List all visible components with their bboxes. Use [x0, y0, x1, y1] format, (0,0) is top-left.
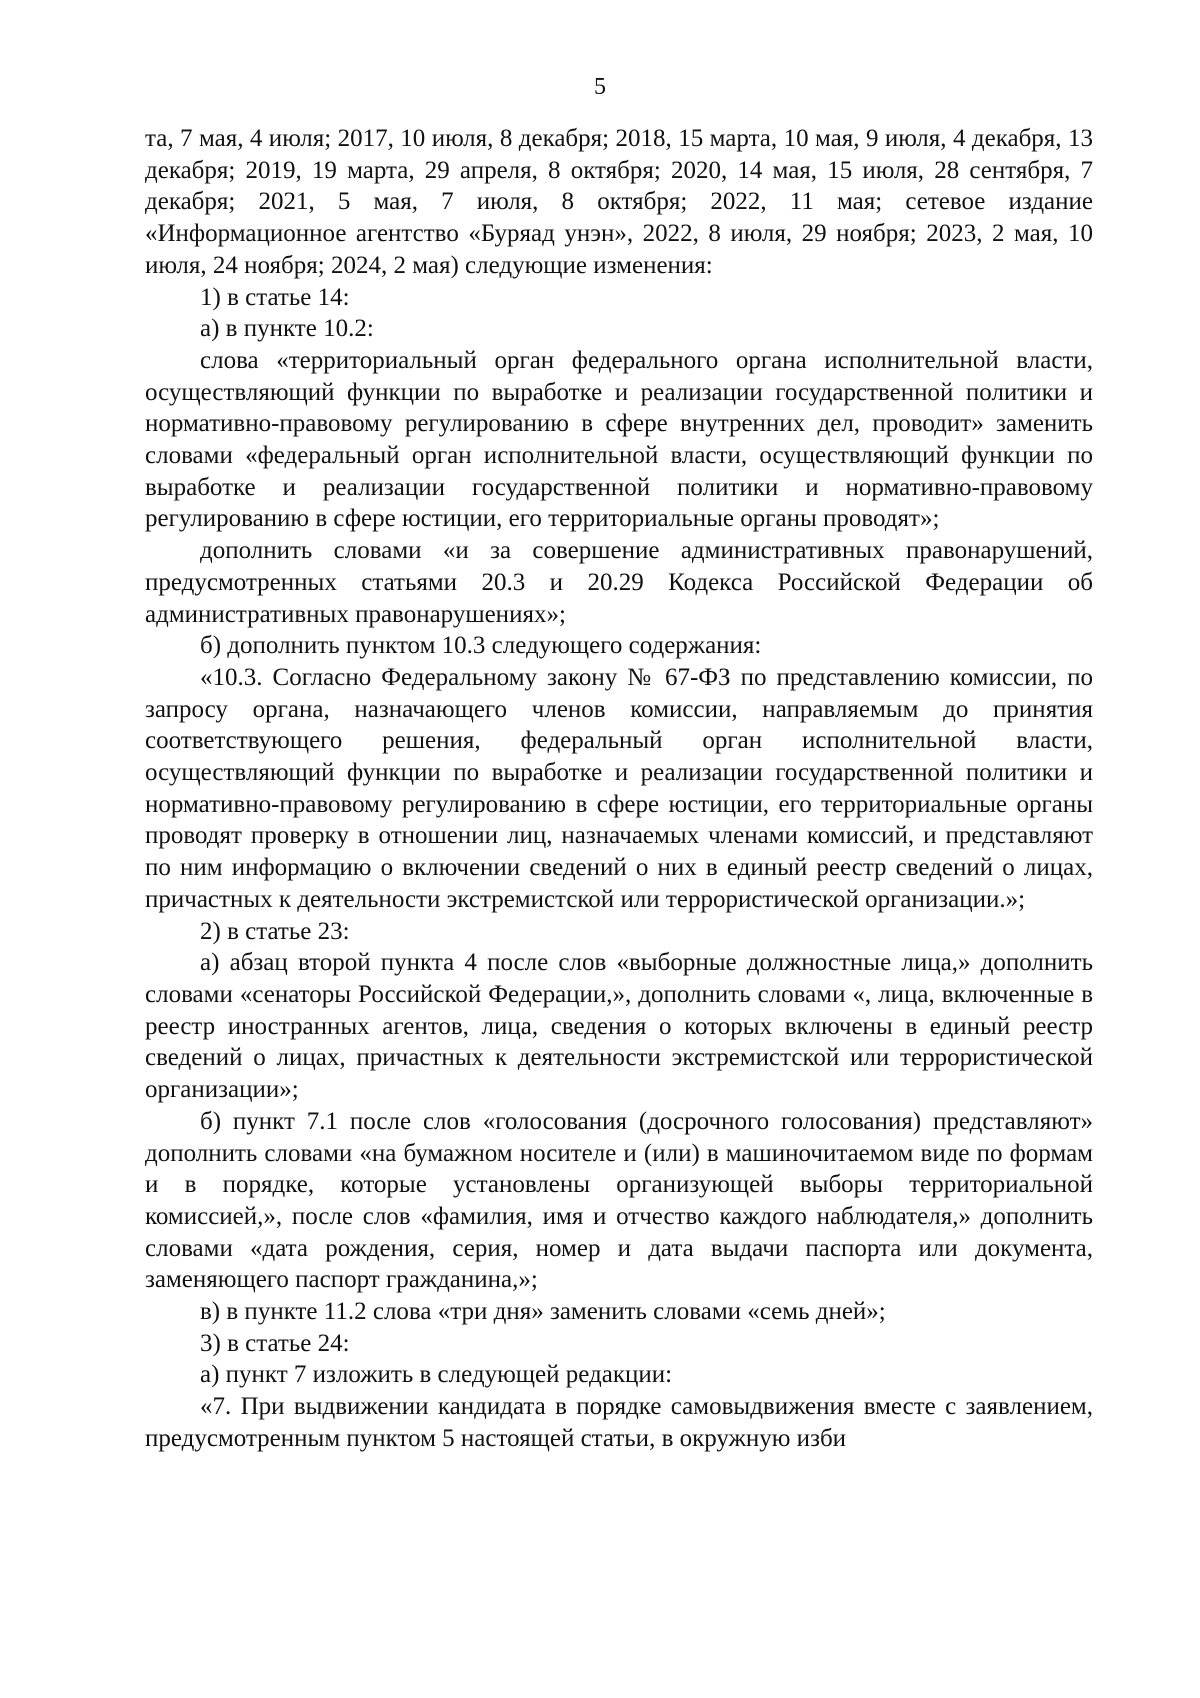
paragraph-subitem-a-24: а) пункт 7 изложить в следующей редакции:: [200, 1361, 673, 1389]
paragraph-quote-7: «7. При выдвижении кандидата в порядке самовыдвижения вместе с заявлением, предусмотренным пунктом 5 настоящей статьи, в окружную изби: [145, 1393, 1093, 1452]
paragraph-words-replacement: слова «территориальный орган федерального органа исполнительной власти, осуществляющий функции по выработке и реализации государственной политики и нормативно-правовому регулированию в сфере внутренних дел, проводит» заменить словами «федеральный орган исполнительной власти, осуществляющий функции по выработке и реализации государственной политики и нормативно-правовому регулированию в сфере юстиции, его территориальные органы проводят»;: [145, 346, 1093, 533]
paragraph-addition: дополнить словами «и за совершение административных правонарушений, предусмотренных статьями 20.3 и 20.29 Кодекса Российской Федерации об административных правонарушениях»;: [145, 537, 1093, 628]
paragraph-quote-10-3: «10.3. Согласно Федеральному закону № 67-ФЗ по представлению комиссии, по запросу органа, назначающего членов комиссии, направляемым до принятия соответствующего решения, федеральный орган исполнительной власти, осуществляющий функции по выработке и реализации государственной политики и нормативно-правовому регулированию в сфере юстиции, его территориальные органы проводят проверку в отношении лиц, назначаемых членами комиссий, и представляют по ним информацию о включении сведений о них в единый реестр сведений о лицах, причастных к деятельности экстремистской или террористической организации.»;: [145, 663, 1093, 913]
paragraph-subitem-v-23: в) в пункте 11.2 слова «три дня» заменить словами «семь дней»;: [200, 1298, 886, 1326]
paragraph-subitem-a-23: а) абзац второй пункта 4 после слов «выборные должностные лица,» дополнить словами «сенаторы Российской Федерации,», дополнить словами «, лица, включенные в реестр иностранных агентов, лица, сведения о которых включены в единый реестр сведений о лицах, причастных к деятельности экстремистской или террористической организации»;: [145, 949, 1093, 1104]
paragraph-subitem-10-2: а) в пункте 10.2:: [200, 315, 374, 343]
paragraph-item-article-24: 3) в статье 24:: [200, 1329, 350, 1357]
page-number: 5: [594, 74, 606, 100]
paragraph-continuation: та, 7 мая, 4 июля; 2017, 10 июля, 8 декабря; 2018, 15 марта, 10 мая, 9 июля, 4 декабря, 13 декабря; 2019, 19 марта, 29 апреля, 8 октября; 2020, 14 мая, 15 июля, 28 сентября, 7 декабря; 2021, 5 мая, 7 июля, 8 октября; 2022, 11 мая; сетевое издание «Информационное агентство «Буряад унэн», 2022, 8 июля, 29 ноября; 2023, 2 мая, 10 июля, 24 ноября; 2024, 2 мая) следующие изменения:: [145, 125, 1093, 279]
paragraph-subitem-b-23: б) пункт 7.1 после слов «голосования (досрочного голосования) представляют» дополнить словами «на бумажном носителе и (или) в машиночитаемом виде по формам и в порядке, которые установлены организующей выборы территориальной комиссией,», после слов «фамилия, имя и отчество каждого наблюдателя,» дополнить словами «дата рождения, серия, номер и дата выдачи паспорта или документа, заменяющего паспорт гражданина,»;: [145, 1107, 1093, 1294]
document-body: [145, 123, 1093, 1455]
paragraph-item-article-14: 1) в статье 14:: [200, 283, 350, 311]
paragraph-item-article-23: 2) в статье 23:: [200, 917, 350, 945]
paragraph-subitem-10-3: б) дополнить пунктом 10.3 следующего содержания:: [200, 632, 762, 660]
